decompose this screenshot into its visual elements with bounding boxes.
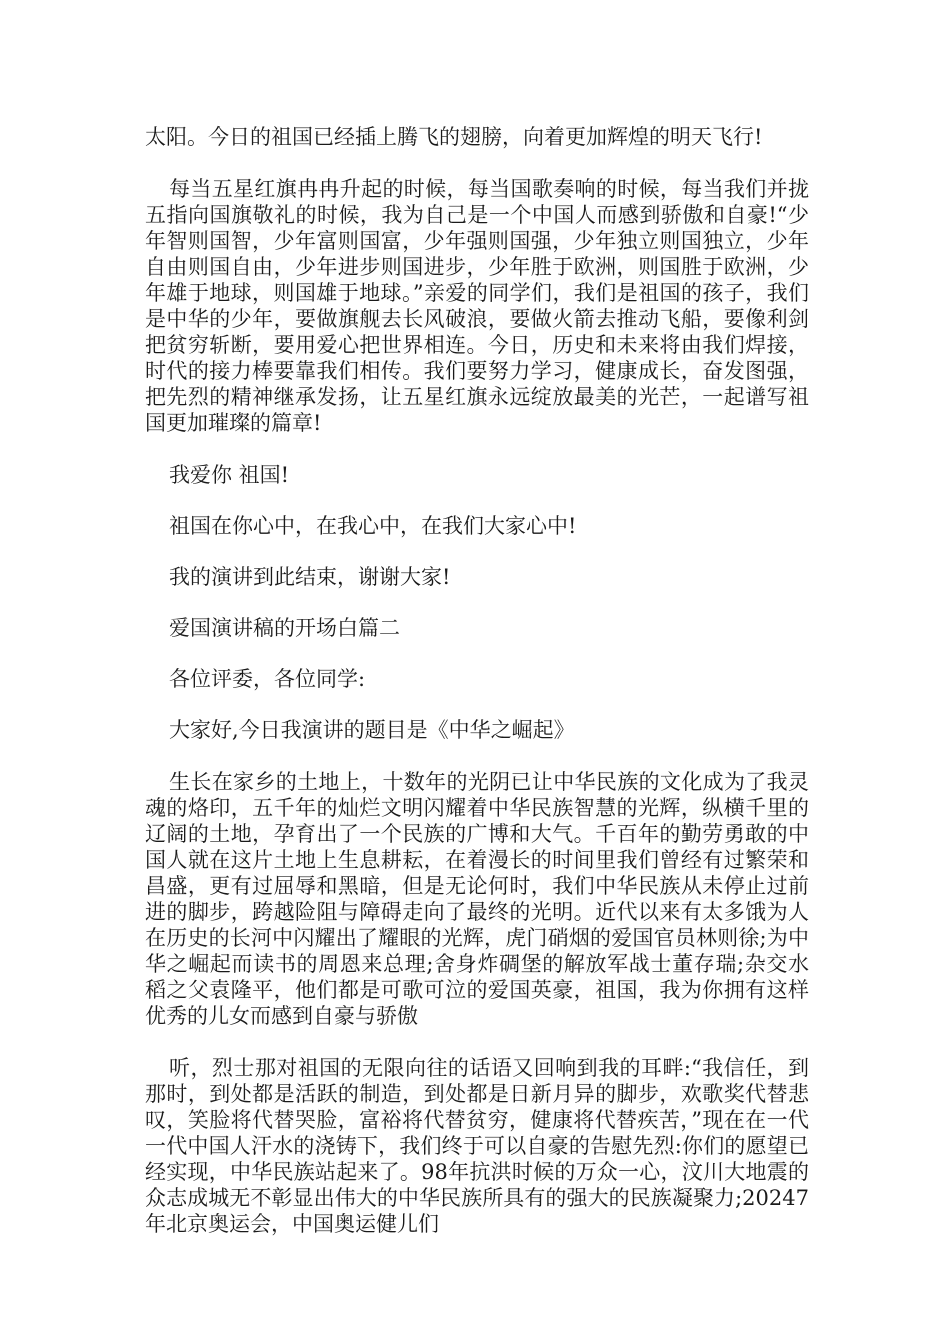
paragraph-homeland: 生长在家乡的土地上，十数年的光阴已让中华民族的文化成为了我灵魂的烙印，五千年的灿烂文明闪耀着中华民族智慧的光辉，纵横千里的辽阔的土地，孕育出了一个民族的广博和大气。千百年的勤劳勇敢的中国人就在这片土地上生息耕耘，在着漫长的时间里我们曾经有过繁荣和昌盛，更有过屈辱和黑暗，但是无论何时，我们中华民族从未停止过前进的脚步，跨越险阻与障碍走向了最终的光明。近代以来有太多饿为人在历史的长河中闪耀出了耀眼的光辉，虎门硝烟的爱国官员林则徐;为中华之崛起而读书的周恩来总理;舍身炸碉堡的解放军战士董存瑞;杂交水稻之父袁隆平，他们都是可歌可泣的爱国英豪，祖国，我为你拥有这样优秀的儿女而感到自豪与骄傲 <box>145 770 809 1028</box>
paragraph-speech-end: 我的演讲到此结束，谢谢大家! <box>169 565 451 589</box>
paragraph-love-motherland: 我爱你 祖国! <box>169 463 290 487</box>
paragraph-in-our-hearts: 祖国在你心中，在我心中，在我们大家心中! <box>169 514 577 538</box>
paragraph-speech-topic: 大家好,今日我演讲的题目是《中华之崛起》 <box>169 718 575 742</box>
paragraph-martyrs: 听，烈士那对祖国的无限向往的话语又回响到我的耳畔:“我信任，到那时，到处都是活跃的制造，到处都是日新月异的脚步，欢歌奖代替悲叹，笑脸将代替哭脸，富裕将代替贫穷，健康将代替疾苦，”现在在一代一代中国人汗水的浇铸下，我们终于可以自豪的告慰先烈:你们的愿望已经实现，中华民族站起来了。98年抗洪时候的万众一心，汶川大地震的众志成城无不彰显出伟大的中华民族所具有的强大的民族凝聚力;20247年北京奥运会，中国奥运健儿们 <box>145 1056 809 1236</box>
document-page <box>145 124 809 1237</box>
paragraph-flag-pride: 每当五星红旗冉冉升起的时候，每当国歌奏响的时候，每当我们并拢五指向国旗敬礼的时候，我为自己是一个中国人而感到骄傲和自豪!“少年智则国智，少年富则国富，少年强则国强，少年独立则国独立，少年自由则国自由，少年进步则国进步，少年胜于欧洲，则国胜于欧洲，少年雄于地球，则国雄于地球。”亲爱的同学们，我们是祖国的孩子，我们是中华的少年，要做旗舰去长风破浪，要做火箭去推动飞船，要像利剑把贫穷斩断，要用爱心把世界相连。今日，历史和未来将由我们焊接，时代的接力棒要靠我们相传。我们要努力学习，健康成长，奋发图强，把先烈的精神继承发扬，让五星红旗永远绽放最美的光芒，一起谱写祖国更加璀璨的篇章! <box>145 177 809 435</box>
paragraph-closing-line: 太阳。今日的祖国已经插上腾飞的翅膀，向着更加辉煌的明天飞行! <box>145 125 763 149</box>
section-heading: 爱国演讲稿的开场白篇二 <box>169 616 400 640</box>
paragraph-salutation: 各位评委，各位同学: <box>169 667 366 691</box>
